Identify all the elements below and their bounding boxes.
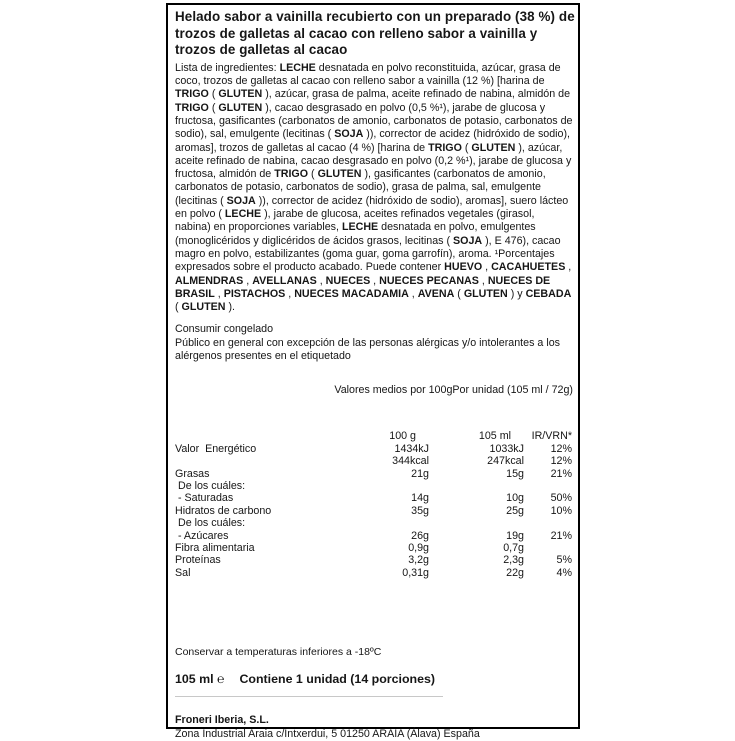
product-label [166, 3, 580, 740]
nutrition-cell: 15g [506, 467, 524, 480]
nutrition-cell: 35g [411, 504, 429, 517]
nutrition-cell: 10% [550, 504, 572, 517]
nutrition-cell [175, 455, 347, 467]
product-title [175, 9, 573, 59]
nutrition-cell [524, 542, 572, 554]
net-quantity: 105 ml ℮ [175, 672, 225, 687]
nutrition-cell: 0,9g [408, 541, 429, 554]
nutrition-cell [524, 517, 572, 529]
nutrition-row [175, 443, 573, 455]
nutrition-cell: 1033kJ [489, 442, 524, 455]
nutrition-row [175, 480, 573, 492]
nutrition-cell: Fibra alimentaria [175, 541, 255, 554]
nutrition-row [175, 468, 573, 480]
nutrition-cell: De los cuáles: [175, 517, 246, 530]
nutrition-row [175, 505, 573, 517]
nutrition-cell: Valor Energético [175, 442, 257, 455]
nutrition-cell: 344kcal [392, 455, 429, 468]
nutrition-row [175, 542, 573, 554]
nutrition-row [175, 567, 573, 579]
nutrition-cell: 26g [411, 529, 429, 542]
nutrition-cell: Sal [175, 566, 191, 579]
nutrition-table [175, 430, 573, 579]
net-quantity-line [175, 672, 573, 687]
nutrition-cell [347, 517, 429, 529]
nutrition-cell: 3,2g [408, 554, 429, 567]
nutrition-cell: 247kcal [487, 455, 524, 468]
nutrition-cell: 5% [556, 554, 572, 567]
nutrition-cell: 12% [550, 455, 572, 468]
nutrition-column-header: 105 ml [478, 430, 511, 443]
nutrition-cell: - Saturadas [175, 492, 234, 505]
nutrition-cell: 2,3g [503, 554, 524, 567]
nutrition-column-header [175, 430, 347, 442]
product-title-line: trozos de galletas al cacao con relleno sabor a vainilla y [175, 25, 538, 41]
nutrition-table-body [175, 443, 573, 579]
nutrition-cell: Hidratos de carbono [175, 504, 272, 517]
nutrition-cell: De los cuáles: [175, 479, 246, 492]
product-title-line: Helado sabor a vainilla recubierto con un preparado (38 %) de [175, 9, 575, 24]
manufacturer-address: Zona Industrial Araia c/Intxerdui, 5 01250 ARAIA (Álava) España [175, 727, 480, 740]
nutrition-row [175, 554, 573, 566]
nutrition-cell: 14g [411, 492, 429, 505]
ingredients-list: Lista de ingredientes: LECHE desnatada en polvo reconstituida, azúcar, grasa de coco, trozos de galletas al cacao con relleno sabor a vainilla (12 %) [harina de TRIGO ( GLUTEN ), azúcar, grasa de palma, aceite refinado de nabina, almidón de TRIGO ( GLUTEN ), cacao desgrasado en polvo (0,5 %¹), jarabe de glucosa y fructosa, gasificantes (carbonatos de amonio, carbonatos de potasio, carbonatos de sodio), sal, emulgente (lecitinas ( SOJA )), corrector de acidez (hidróxido de sodio), aromas], trozos de galletas al cacao (4 %) [harina de TRIGO ( GLUTEN ), azúcar, aceite refinado de nabina, cacao desgrasado en polvo (0,2 %¹), jarabe de glucosa y fructosa, almidón de TRIGO ( GLUTEN ), gasificantes (carbonatos de amonio, carbonatos de potasio, carbonatos de sodio), grasa de palma, sal, emulgente (lecitinas ( SOJA )), corrector de acidez (hidróxido de sodio), aromas], suero lácteo en polvo ( LECHE ), jarabe de glucosa, aceites refinados vegetales (girasol, nabina) en proporciones variables, LECHE desnatada en polvo, emulgentes (monoglicéridos y diglicéridos de ácidos grasos, lecitinas ( SOJA ), E 476), cacao magro en polvo, estabilizantes (goma guar, goma garrofín), aroma. ¹Porcentajes expresados sobre el producto acabado. Puede contener HUEVO , CACAHUETES , ALMENDRAS , AVELLANAS , NUECES , NUECES PECANAS , NUECES DE BRASIL , PISTACHOS , NUECES MACADAMIA , AVENA ( GLUTEN ) y CEBADA ( GLUTEN ). [175, 61, 573, 314]
nutrition-column-header: 100 g [389, 430, 416, 443]
nutrition-table-header [175, 430, 573, 442]
nutrition-values-header: Valores medios por 100gPor unidad (105 ml / 72g) [334, 384, 573, 397]
manufacturer-name: Froneri Iberia, S.L. [175, 714, 269, 727]
nutrition-cell: Grasas [175, 467, 210, 480]
nutrition-row [175, 517, 573, 529]
nutrition-column-header: IR/VRN* [531, 430, 572, 443]
nutrition-cell: 19g [506, 529, 524, 542]
consumption-instruction: Consumir congelado [175, 323, 274, 336]
nutrition-cell [429, 480, 524, 492]
footer-divider [175, 696, 443, 697]
allergen-audience-note: Público en general con excepción de las personas alérgicas y/o intolerantes a los alérgenos presentes en el etiquetado [175, 336, 560, 363]
nutrition-cell: 21% [550, 529, 572, 542]
nutrition-cell: 4% [556, 566, 572, 579]
nutrition-cell: 10g [506, 492, 524, 505]
nutrition-cell [347, 480, 429, 492]
nutrition-cell: - Azúcares [175, 529, 229, 542]
nutrition-row [175, 530, 573, 542]
nutrition-cell: 12% [550, 442, 572, 455]
nutrition-cell: Proteínas [175, 554, 221, 567]
nutrition-row [175, 455, 573, 467]
nutrition-cell: 1434kJ [394, 442, 429, 455]
nutrition-cell: 22g [506, 566, 524, 579]
storage-instruction: Conservar a temperaturas inferiores a -18ºC [175, 646, 382, 659]
nutrition-cell [429, 517, 524, 529]
nutrition-cell: 21g [411, 467, 429, 480]
nutrition-cell: 0,7g [503, 541, 524, 554]
units-contained: Contiene 1 unidad (14 porciones) [239, 672, 435, 687]
nutrition-cell: 21% [550, 467, 572, 480]
nutrition-cell: 25g [506, 504, 524, 517]
nutrition-cell: 0,31g [402, 566, 429, 579]
product-title-line: trozos de galletas al cacao [175, 42, 348, 58]
nutrition-row [175, 492, 573, 504]
nutrition-cell: 50% [550, 492, 572, 505]
nutrition-cell [524, 480, 572, 492]
